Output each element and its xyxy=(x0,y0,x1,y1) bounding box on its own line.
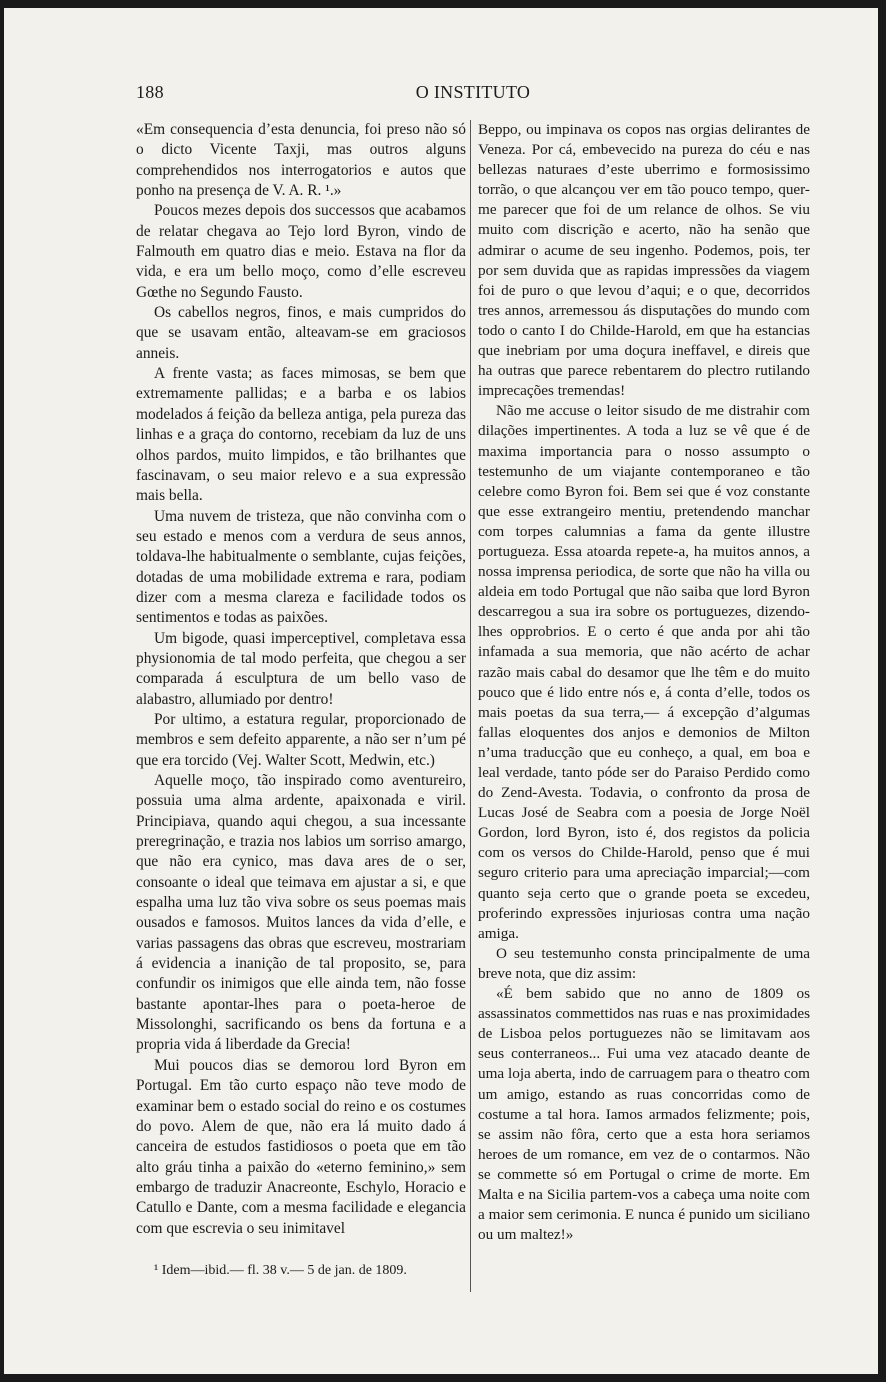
page-number: 188 xyxy=(136,82,164,102)
right-column xyxy=(478,120,810,1245)
paragraph: «Em consequencia d’esta denuncia, foi preso não só o dicto Vicente Taxji, mas outros alguns comprehendidos nos interrogatorios e autos que ponho na presença de V. A. R. ¹.» xyxy=(136,121,466,200)
left-column xyxy=(136,120,466,1239)
footnote: ¹ Idem—ibid.— fl. 38 v.— 5 de jan. de 1809. xyxy=(154,1263,407,1278)
column-divider xyxy=(470,120,471,1292)
paragraph: O seu testemunho consta principalmente de uma breve nota, que diz assim: xyxy=(478,944,810,982)
book-page xyxy=(4,8,878,1374)
paragraph: Mui poucos dias se demorou lord Byron em Portugal. Em tão curto espaço não teve modo de examinar bem o estado social do reino e os costumes do povo. Alem de que, não era lá muito dado á canceira de estudos fastidiosos o poeta que em tão alto gráu tinha a paixão do «eterno feminino,» sem embargo de traduzir Anacreonte, Eschylo, Horacio e Catullo e Dante, com a mesma facilidade e elegancia com que escrevia o seu inimitavel xyxy=(136,1056,466,1237)
paragraph: Beppo, ou impinava os copos nas orgias delirantes de Veneza. Por cá, embevecido na pureza do céu e nas bellezas naturaes d’este uberrimo e formosissimo torrão, o que alcançou ver em tão pouco tempo, quer-me parecer que foi de um relance de olhos. Se viu muito com discrição e acerto, não ha senão que admirar o acume de seu ingenho. Podemos, pois, ter por sem duvida que as rapidas impressões da viagem foi de puro o que levou d’aqui; e o que, decorridos tres annos, arremessou ás disputações do mundo com todo o canto I do Childe-Harold, em que ha estancias que inebriam por uma doçura ineffavel, e direis que ha outras que parece rebentarem do plectro rutilando imprecações tremendas! xyxy=(478,121,810,400)
paragraph: A frente vasta; as faces mimosas, se bem que extremamente pallidas; e a barba e os labios modelados á feição da belleza antiga, pela pureza das linhas e a graça do contorno, recebiam da luz de uns olhos pardos, muito limpidos, e tão brilhantes que fascinavam, o seu maior relevo e a sua expressão mais bella. xyxy=(136,365,466,505)
paragraph: Por ultimo, a estatura regular, proporcionado de membros e sem defeito apparente, a não ser n’um pé que era torcido (Vej. Walter Scott, Medwin, etc.) xyxy=(136,710,466,769)
paragraph: Um bigode, quasi imperceptivel, completava essa physionomia de tal modo perfeita, que chegou a ser comparada á esculptura de um bello vaso de alabastro, allumiado por dentro! xyxy=(136,629,466,708)
paragraph: Não me accuse o leitor sisudo de me distrahir com dilações impertinentes. A toda a luz se vê que é de maxima importancia para o nosso assumpto o testemunho de um viajante contemporaneo e tão celebre como Byron foi. Bem sei que é voz constante que esse extrangeiro mentiu, pretendendo manchar com torpes calumnias a fama da gente illustre portugueza. Essa atoarda repete-a, ha muitos annos, a nossa imprensa periodica, de sorte que não ha villa ou aldeia em todo Portugal que não saiba que lord Byron descarregou a sua ira sobre os portuguezes, dizendo-lhes opprobrios. E o certo é que anda por ahi tão infamada a sua memoria, que não acérto de achar razão mais cabal do desamor que lhe têm e do muito pouco que é lido entre nós e, á conta d’elle, todos os mais poetas da sua terra,— á excepção d’algumas fallas eloquentes dos anjos e demonios de Milton n’uma traducção que eu conheço, a qual, em boa e leal verdade, tanto póde ser do Paraiso Perdido como do Zend-Avesta. Todavia, o confronto da prosa de Lucas José de Seabra com a poesia de Jorge Noël Gordon, lord Byron, isto é, dos registos da policia com os versos do Childe-Harold, penso que é mui seguro criterio para uma apreciação imparcial;—com quanto seja certo que o grande poeta se excedeu, proferindo expressões injuriosas contra uma nação amiga. xyxy=(478,402,810,942)
running-head xyxy=(136,82,810,110)
paragraph: Uma nuvem de tristeza, que não convinha com o seu estado e menos com a verdura de seus annos, toldava-lhe habitualmente o semblante, cujas feições, dotadas de uma mobilidade extrema e rara, podiam dizer com a mesma clareza e facilidade todos os sentimentos e todas as paixões. xyxy=(136,507,466,627)
journal-title: O INSTITUTO xyxy=(415,82,531,102)
paragraph: Aquelle moço, tão inspirado como aventureiro, possuia uma alma ardente, apaixonada e viril. Principiava, quando aqui chegou, a sua incessante preregrinação, e trazia nos labios um sorriso amargo, que não era cynico, mas dava ares de o ser, consoante o ideal que teimava em ajustar a si, e que espalha uma luz tão viva sobre os seus poemas mais ousados e famosos. Muitos lances da vida d’elle, e varias passagens das obras que escreveu, mostrariam á evidencia a inanição de tal proposito, se, para confundir os inimigos que elle ainda tem, não fosse bastante apontar-lhes para o poeta-heroe de Missolonghi, sacrificando os bens da fortuna e a propria vida á liberdade da Grecia! xyxy=(136,772,466,1054)
paragraph: «É bem sabido que no anno de 1809 os assassinatos commettidos nas ruas e nas proximidades de Lisboa pelos portuguezes não se limitavam aos seus conterraneos... Fui uma vez atacado deante de uma loja aberta, indo de carruagem para o theatro com um amigo, estando as ruas concorridas como de costume a tal hora. Iamos armados felizmente; pois, se assim não fôra, certo que a esta hora seriamos heroes de um romance, em vez de o contarmos. Não se commette só em Portugal o crime de morte. Em Malta e na Sicilia partem-vos a cabeça uma noite com a maior sem cerimonia. E nunca é punido um siciliano ou um maltez!» xyxy=(478,985,810,1244)
paragraph: Os cabellos negros, finos, e mais cumpridos do que se usavam então, alteavam-se em graciosos anneis. xyxy=(136,304,466,362)
paragraph: Poucos mezes depois dos successos que acabamos de relatar chegava ao Tejo lord Byron, vindo de Falmouth em quatro dias e meio. Estava na flor da vida, e era um bello moço, como d’elle escreveu Gœthe no Segundo Fausto. xyxy=(136,202,466,301)
